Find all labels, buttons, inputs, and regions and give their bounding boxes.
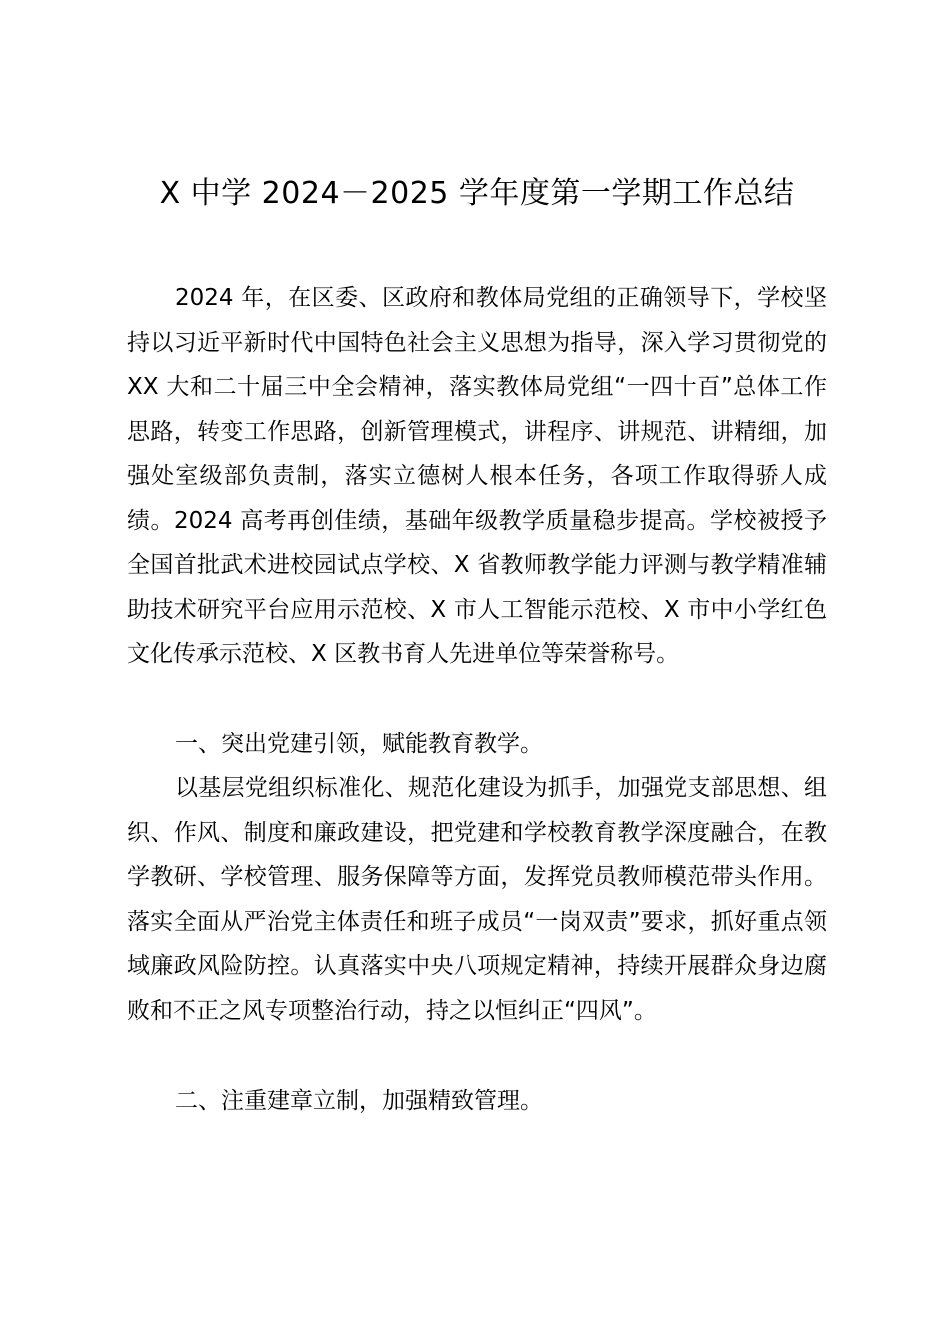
intro-paragraph: 2024 年，在区委、区政府和教体局党组的正确领导下，学校坚持以习近平新时代中国特色社会主义思想为指导，深入学习贯彻党的 XX 大和二十届三中全会精神，落实教体局党组“一四十百”总体工作思路，转变工作思路，创新管理模式，讲程序、讲规范、讲精细，加强处室级部负责制，落实立德树人根本任务，各项工作取得骄人成绩。2024 高考再创佳绩，基础年级教学质量稳步提高。学校被授予全国首批武术进校园试点学校、X 省教师教学能力评测与教学精准辅助技术研究平台应用示范校、X 市人工智能示范校、X 市中小学红色文化传承示范校、X 区教书育人先进单位等荣誉称号。 (127, 285, 827, 667)
section-heading-1: 一、突出党建引领，赋能教育教学。 (175, 731, 543, 757)
section-heading-2: 二、注重建章立制，加强精致管理。 (175, 1088, 543, 1114)
document-title: X 中学 2024－2025 学年度第一学期工作总结 (159, 176, 795, 211)
section-paragraph-1: 以基层党组织标准化、规范化建设为抓手，加强党支部思想、组织、作风、制度和廉政建设，把党建和学校教育教学深度融合，在教学教研、学校管理、服务保障等方面，发挥党员教师模范带头作用。落实全面从严治党主体责任和班子成员“一岗双责”要求，抓好重点领域廉政风险防控。认真落实中央八项规定精神，持续开展群众身边腐败和不正之风专项整治行动，持之以恒纠正“四风”。 (127, 775, 827, 1024)
